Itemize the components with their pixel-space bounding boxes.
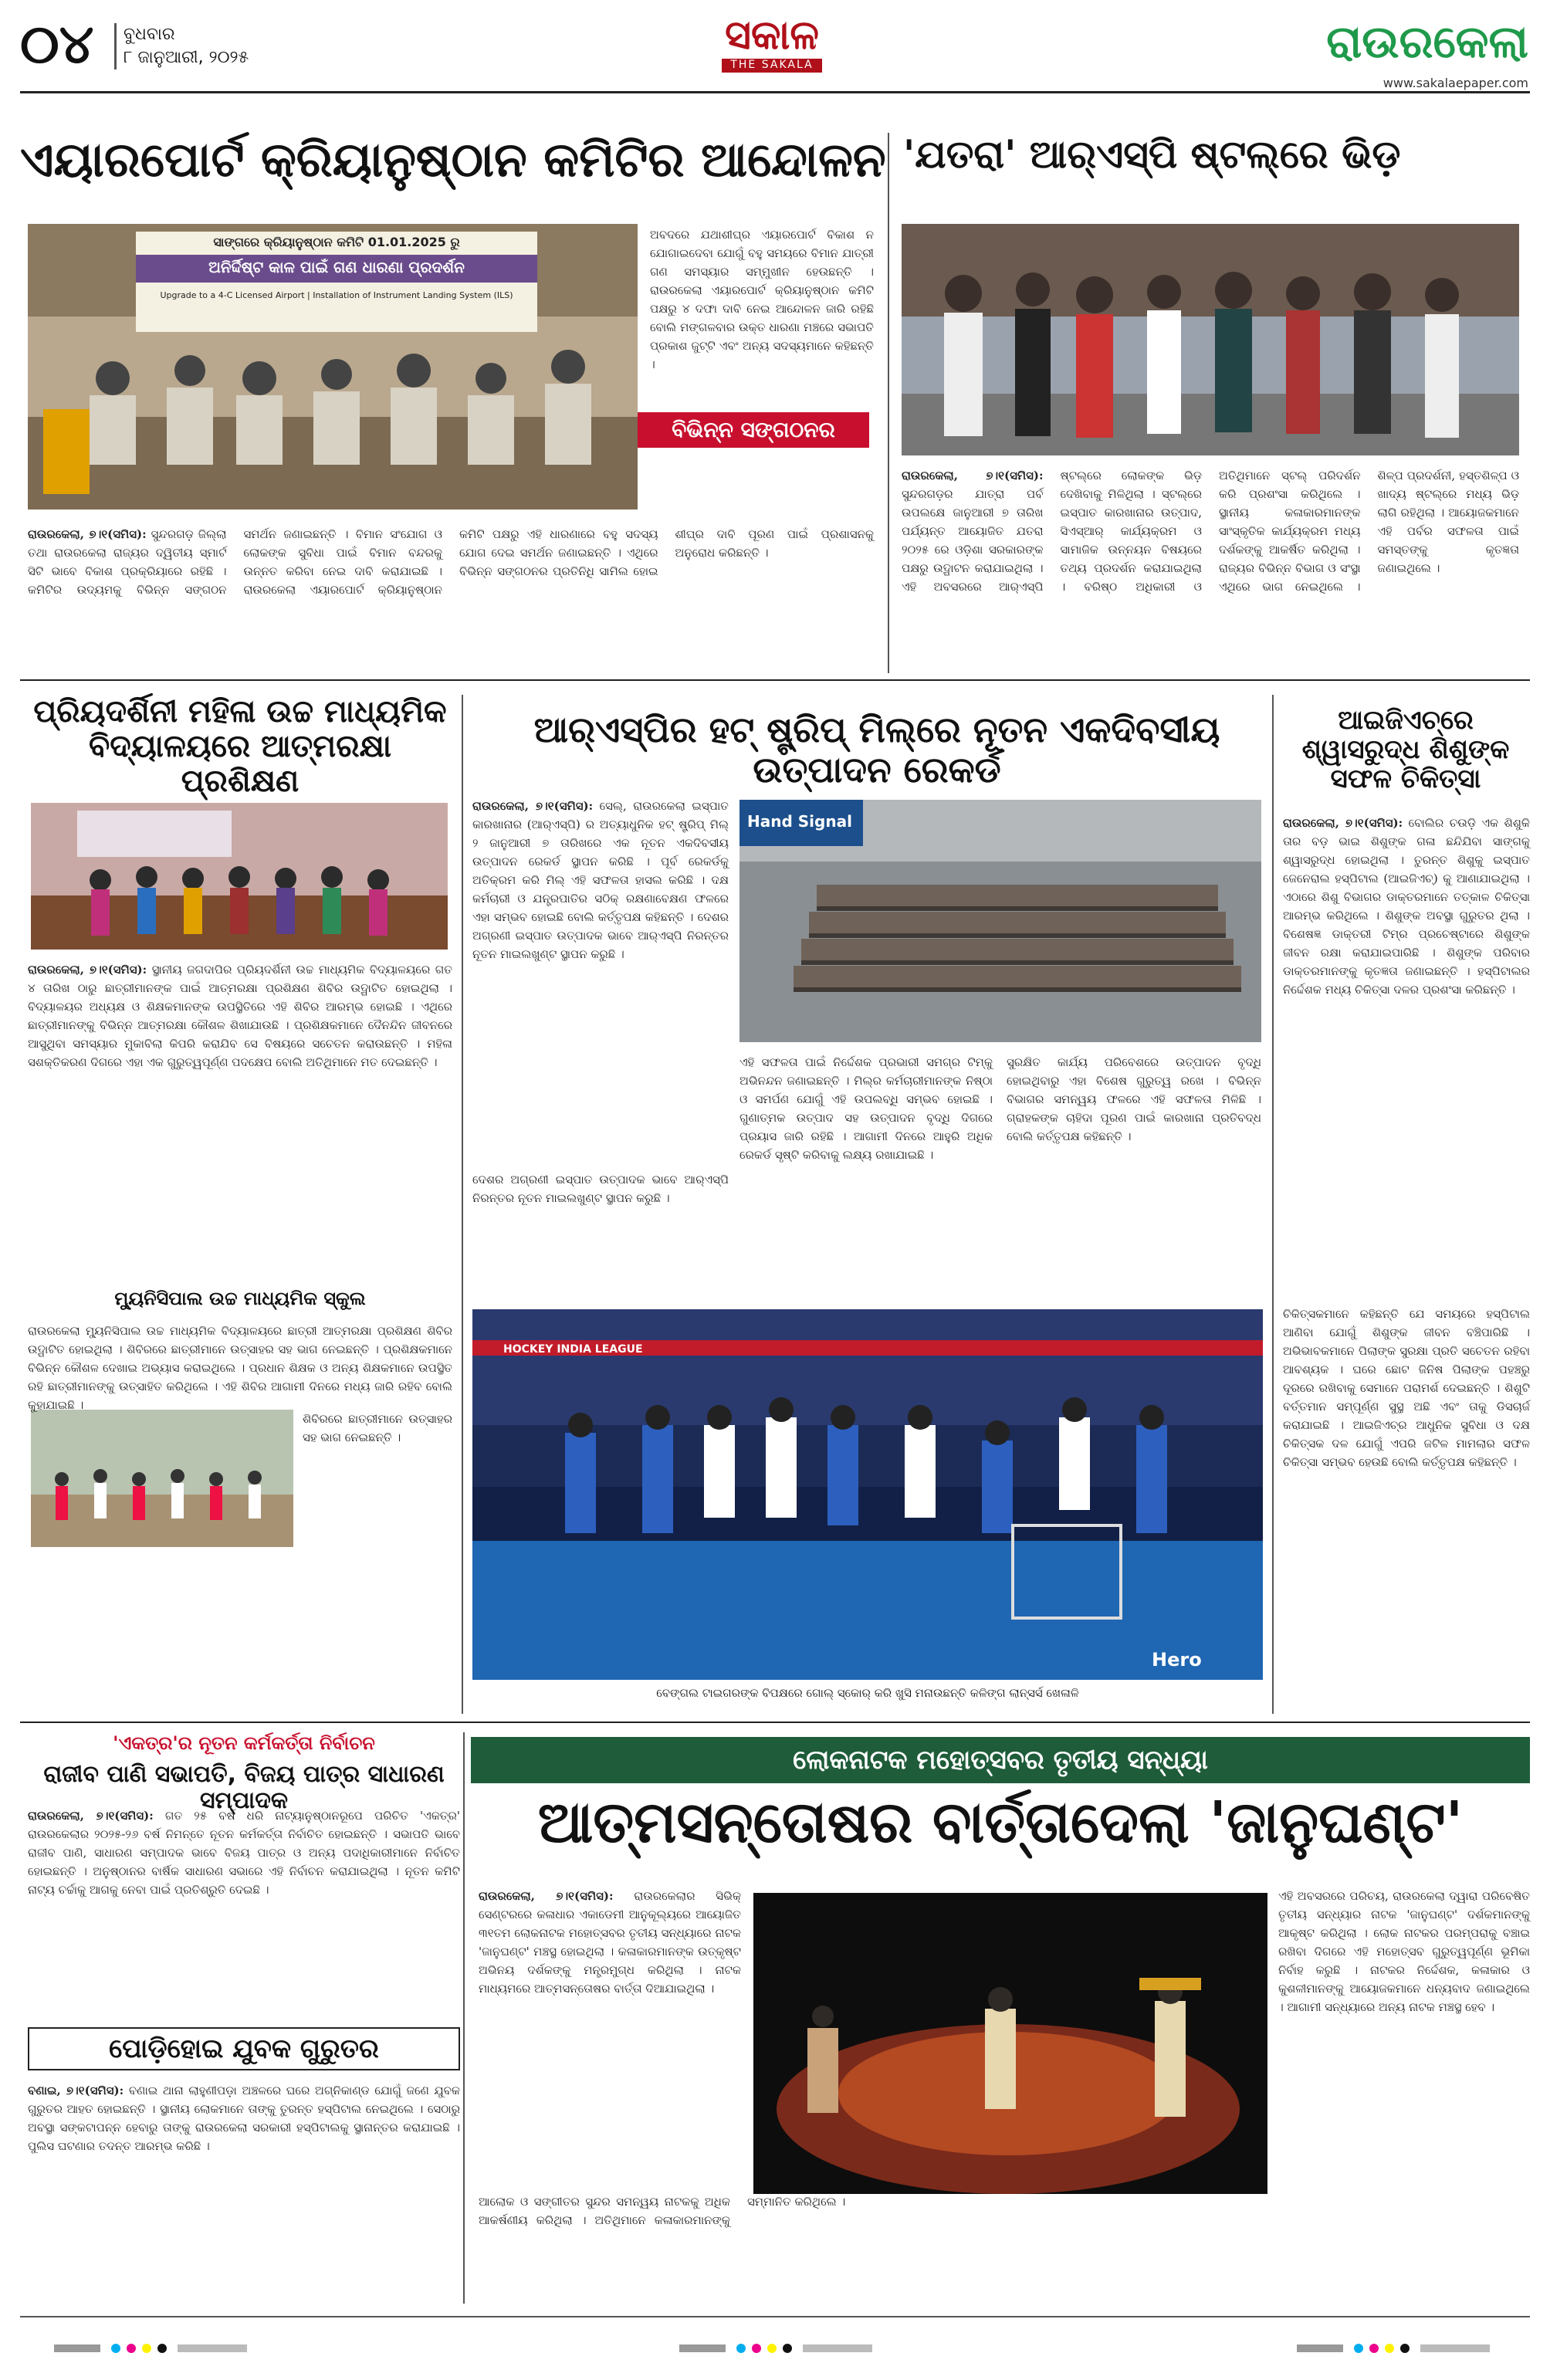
story8-headline: ଆତ୍ମସନ୍ତୋଷର ବାର୍ତ୍ତାଦେଲା 'ଜାନୁଘଣ୍ଟ' xyxy=(537,1789,1464,1856)
section-rule-2 xyxy=(20,1722,1530,1723)
col-divider-bottom xyxy=(463,1732,465,2304)
color-registration-left xyxy=(54,2342,255,2353)
story1-body-right: ଅବଦରେ ଯଥାଶୀଘ୍ର ଏୟାରପୋର୍ଟ ବିକାଶ ନ ଯୋଗାଇଦେବା ଯୋଗୁଁ ବହୁ ସମୟରେ ବିମାନ ଯାତ୍ରୀ ଗଣ ସମସ୍ୟାର ସମ୍ମୁଖୀନ ହେଉଛନ୍ତି । ରାଉରକେଲା ଏୟାରପୋର୍ଟ କ୍ରିୟାନୁଷ୍ଠାନ କମିଟି ପକ୍ଷରୁ ୪ ଦଫା ଦାବି ନେଇ ଆନ୍ଦୋଳନ ଜାରି ରହିଛି ବୋଲି ମଙ୍ଗଳବାର ଉକ୍ତ ଧାରଣା ମଞ୍ଚରେ ସଭାପତି ପ୍ରକାଶ ଜୁଟ୍ଟି ଏବଂ ଅନ୍ୟ ସଦସ୍ୟମାନେ କହିଛନ୍ତି । xyxy=(650,228,874,371)
story4-photo xyxy=(739,800,1261,1042)
footer-rule xyxy=(20,2316,1530,2317)
story2-photo xyxy=(902,224,1519,455)
story8-body-3: ଏହି ଅବସରରେ ପରିଚୟ, ରାଉରକେଲା ଦ୍ୱାରା ପରିବେଷିତ ତୃତୀୟ ସନ୍ଧ୍ୟାର ନାଟକ 'ଜାନୁଘଣ୍ଟ' ଦର୍ଶକମାନଙ୍କୁ ଆକୃଷ୍ଟ କରିଥିଲା । ଲୋକ ନାଟକର ପରମ୍ପରାକୁ ବଞ୍ଚାଇ ରଖିବା ଦିଗରେ ଏହି ମହୋତ୍ସବ ଗୁରୁତ୍ୱପୂର୍ଣ୍ଣ ଭୂମିକା ନିର୍ବାହ କରୁଛି । ନାଟକର ନିର୍ଦ୍ଦେଶକ, କଳାକାର ଓ କୁଶଳୀମାନଙ୍କୁ ଆୟୋଜକମାନେ ଧନ୍ୟବାଦ ଜଣାଇଥିଲେ । ଆଗାମୀ ସନ୍ଧ୍ୟାରେ ଅନ୍ୟ ନାଟକ ମଞ୍ଚସ୍ଥ ହେବ । xyxy=(1278,1889,1530,2014)
story2-headline: 'ଯତରା' ଆର୍‌ଏସ୍‌ପି ଷ୍ଟଲ୍‌ରେ ଭିଡ଼ xyxy=(903,132,1401,177)
color-registration-right xyxy=(1297,2342,1498,2353)
story7-dateline: ବଣାଇ, ୭।୧(ସମିସ): xyxy=(28,2084,124,2097)
story3-photo xyxy=(31,803,448,950)
story6-kicker: 'ଏକତ୍ର'ର ନୂତନ କର୍ମକର୍ତ୍ତା ନିର୍ବାଚନ xyxy=(113,1732,375,1754)
story8-body-text: ରାଉରକେଲାର ସିଭିକ୍ ସେଣ୍ଟରରେ କଳାଧାର ଏକାଡେମୀ ଆନୁକୂଲ୍ୟରେ ଆୟୋଜିତ ୩୧ତମ ଲୋକନାଟକ ମହୋତ୍ସବର ତୃତୀୟ ସନ୍ଧ୍ୟାରେ ନାଟକ 'ଜାନୁଘଣ୍ଟ' ମଞ୍ଚସ୍ଥ ହୋଇଥିଲା । କଳାକାରମାନଙ୍କ ଉତ୍କୃଷ୍ଟ ଅଭିନୟ ଦର୍ଶକଙ୍କୁ ମନ୍ତ୍ରମୁଗ୍ଧ କରିଥିଲା । ନାଟକ ମାଧ୍ୟମରେ ଆତ୍ମସନ୍ତୋଷର ବାର୍ତ୍ତା ଦିଆଯାଇଥିଲା । xyxy=(479,1889,741,1996)
masthead-divider xyxy=(114,23,117,69)
story4-body-4: ଦେଶର ଅଗ୍ରଣୀ ଇସ୍ପାତ ଉତ୍ପାଦକ ଭାବେ ଆର୍‌ଏସ୍‌ପି ନିରନ୍ତର ନୂତନ ମାଇଲଖୁଣ୍ଟ ସ୍ଥାପନ କରୁଛି । xyxy=(472,1173,729,1205)
banner-line-2: ଅନିର୍ଦ୍ଦିଷ୍ଟ କାଳ ପାଇଁ ଗଣ ଧାରଣା ପ୍ରଦର୍ଶନ xyxy=(208,258,465,276)
col-divider-right xyxy=(1272,695,1274,1714)
hockey-photo xyxy=(472,1309,1263,1680)
hand-signal-sign: Hand Signal xyxy=(747,812,852,831)
story6-body-text: ଗତ ୨୫ ବର୍ଷ ଧରି ନାଟ୍ୟାନୁଷ୍ଠାନରୂପେ ପରିଚିତ 'ଏକତ୍ର' ରାଉରକେଲାର ୨୦୨୫-୨୬ ବର୍ଷ ନିମନ୍ତେ ନୂତନ କର୍ମକର୍ତ୍ତା ନିର୍ବାଚିତ ହୋଇଛନ୍ତି । ସଭାପତି ଭାବେ ରାଜୀବ ପାଣି, ସାଧାରଣ ସମ୍ପାଦକ ଭାବେ ବିଜୟ ପାତ୍ର ଓ ଅନ୍ୟ ପଦାଧିକାରୀମାନେ ନିର୍ବାଚିତ ହୋଇଛନ୍ତି । ଅନୁଷ୍ଠାନର ବାର୍ଷିକ ସାଧାରଣ ସଭାରେ ଏହି ନିର୍ବାଚନ କରାଯାଇଥିଲା । ନୂତନ କମିଟି ନାଟ୍ୟ ଚର୍ଚ୍ଚାକୁ ଆଗକୁ ନେବା ପାଇଁ ପ୍ରତିଶ୍ରୁତି ଦେଇଛି । xyxy=(28,1809,460,1897)
color-registration-center xyxy=(679,2342,880,2353)
board-hero: Hero xyxy=(1152,1649,1202,1671)
masthead-rule xyxy=(20,91,1530,93)
story3-body xyxy=(28,960,452,1277)
story3-dateline: ରାଉରକେଲା, ୭।୧(ସମିସ): xyxy=(28,963,147,977)
story1-headline: ଏୟାରପୋର୍ଟ କ୍ରିୟାନୁଷ୍ଠାନ କମିଟିର ଆନ୍ଦୋଳନ xyxy=(20,131,886,188)
hockey-caption: ବେଙ୍ଗଲ ଟାଇଗରଙ୍କ ବିପକ୍ଷରେ ଗୋଲ୍ ସ୍କୋର୍ କରି ଖୁସି ମନାଉଛନ୍ତି କଳିଙ୍ଗ ଲାନ୍ସର୍ସ ଖେଳାଳି xyxy=(656,1686,1079,1700)
brand-subtitle: THE SAKALA xyxy=(722,59,822,73)
story4-body xyxy=(472,797,729,1160)
story3-headline: ପ୍ରିୟଦର୍ଶିନୀ ମହିଳା ଉଚ୍ଚ ମାଧ୍ୟମିକ ବିଦ୍ୟାଳୟରେ ଆତ୍ମରକ୍ଷା ପ୍ରଶିକ୍ଷଣ xyxy=(33,694,447,799)
story2-body-text: ସୁନ୍ଦରଗଡ଼ର ଯାତ୍ରା ପର୍ବ ଉପଲକ୍ଷେ ଜାନୁଆରୀ ୭ ତାରିଖ ପର୍ଯ୍ୟନ୍ତ ଆୟୋଜିତ ଯତରା ୨୦୨୫ ରେ ଓଡ଼ିଶା ସରକାରଙ୍କ ପକ୍ଷରୁ ଉଦ୍ଘାଟନ କରାଯାଇଥିଲା । ଏହି ଅବସରରେ ଆର୍‌ଏସ୍‌ପି ଷ୍ଟଲ୍‌ରେ ଲୋକଙ୍କ ଭିଡ଼ ଦେଖିବାକୁ ମିଳିଥିଲା । ସ୍ଟଲ୍‌ରେ ଇସ୍ପାତ କାରଖାନାର ଉତ୍ପାଦ, ସିଏସ୍‌ଆର୍ କାର୍ଯ୍ୟକ୍ରମ ଓ ସାମାଜିକ ଉନ୍ନୟନ ବିଷୟରେ ତଥ୍ୟ ପ୍ରଦର୍ଶନ କରାଯାଇଥିଲା । ବରିଷ୍ଠ ଅଧିକାରୀ ଓ ଅତିଥିମାନେ ସ୍ଟଲ୍ ପରିଦର୍ଶନ କରି ପ୍ରଶଂସା କରିଥିଲେ । ସ୍ଥାନୀୟ କଳାକାରମାନଙ୍କ ସାଂସ୍କୃତିକ କାର୍ଯ୍ୟକ୍ରମ ମଧ୍ୟ ଦର୍ଶକଙ୍କୁ ଆକର୍ଷିତ କରିଥିଲା । ରାଜ୍ୟର ବିଭିନ୍ନ ବିଭାଗ ଓ ସଂସ୍ଥା ଏଥିରେ ଭାଗ ନେଇଥିଲେ । ଶିଳ୍ପ ପ୍ରଦର୍ଶନୀ, ହସ୍ତଶିଳ୍ପ ଓ ଖାଦ୍ୟ ଷ୍ଟଲ୍‌ରେ ମଧ୍ୟ ଭିଡ଼ ଲାଗି ରହିଥିଲା । ଆୟୋଜକମାନେ ଏହି ପର୍ବର ସଫଳତା ପାଇଁ ସମସ୍ତଙ୍କୁ କୃତଜ୍ଞତା ଜଣାଇଥିଲେ । xyxy=(902,469,1519,594)
story6-headline: ରାଜୀବ ପାଣି ସଭାପତି, ବିଜୟ ପାତ୍ର ସାଧାରଣ ସମ୍ପାଦକ xyxy=(43,1761,445,1814)
story3-photo-2 xyxy=(31,1410,293,1547)
story6-dateline: ରାଉରକେଲା, ୭।୧(ସମିସ): xyxy=(28,1809,154,1823)
story2-dateline: ରାଉରକେଲା, ୭।୧(ସମିସ): xyxy=(902,469,1044,482)
story7-headline: ପୋଡ଼ିହୋଇ ଯୁବକ ଗୁରୁତର xyxy=(28,2027,460,2070)
story5-body-text: ବୋଲିର ଚଉଡ଼ି ଏକ ଶିଶୁକି ତାର ବଡ଼ ଭାଇ ଶିଶୁଙ୍କ ଗଳା ଛନ୍ଦିଯିବା ସାଙ୍ଗକୁ ଶ୍ୱାସରୁଦ୍ଧ ହୋଇଥିଲା । ତୁରନ୍ତ ଶିଶୁକୁ ଇସ୍ପାତ ଜେନେରାଲ ହସ୍ପିଟାଲ (ଆଇଜିଏଚ୍) କୁ ଆଣାଯାଇଥିଲା । ଏଠାରେ ଶିଶୁ ବିଭାଗର ଡାକ୍ତରମାନେ ତତ୍କାଳ ଚିକିତ୍ସା ଆରମ୍ଭ କରିଥିଲେ । ଶିଶୁଙ୍କ ଅବସ୍ଥା ଗୁରୁତର ଥିଲା । ବିଶେଷଜ୍ଞ ଡାକ୍ତରୀ ଟିମ୍‌ର ପ୍ରଚେଷ୍ଟାରେ ଶିଶୁଙ୍କ ଜୀବନ ରକ୍ଷା କରାଯାଇପାରିଛି । ଶିଶୁଙ୍କ ପରିବାର ଡାକ୍ତରମାନଙ୍କୁ କୃତଜ୍ଞତା ଜଣାଇଛନ୍ତି । ହସ୍ପିଟାଲର ନିର୍ଦ୍ଦେଶକ ମଧ୍ୟ ଚିକିତ୍ସା ଦଳର ପ୍ରଶଂସା କରିଛନ୍ତି । xyxy=(1283,816,1530,997)
story8-strip: ଲୋକନାଟକ ମହୋତ୍ସବର ତୃତୀୟ ସନ୍ଧ୍ୟା xyxy=(471,1737,1530,1783)
story4-body-3: ସୁରକ୍ଷିତ କାର୍ଯ୍ୟ ପରିବେଶରେ ଉତ୍ପାଦନ ବୃଦ୍ଧି ହୋଇଥିବାରୁ ଏହା ବିଶେଷ ଗୁରୁତ୍ୱ ରଖେ । ବିଭିନ୍ନ ବିଭାଗର ସମନ୍ୱୟ ଫଳରେ ଏହି ସଫଳତା ମିଳିଛି । ଗ୍ରାହକଙ୍କ ଚାହିଦା ପୂରଣ ପାଇଁ କାରଖାନା ପ୍ରତିବଦ୍ଧ ବୋଲି କର୍ତ୍ତୃପକ୍ଷ କହିଛନ୍ତି । xyxy=(1007,1055,1261,1143)
story5-body xyxy=(1283,814,1530,1292)
banner-line-1: ସାଙ୍ଗରେ କ୍ରିୟାନୁଷ୍ଠାନ କମିଟି 01.01.2025 ରୁ xyxy=(213,235,460,249)
brand-logo: ସକାଳ xyxy=(725,12,819,59)
story4-body-text: ସେଲ୍, ରାଉରକେଲା ଇସ୍ପାତ କାରଖାନାର (ଆର୍‌ଏସ୍‌ପି) ର ଅତ୍ୟାଧୁନିକ ହଟ୍ ଷ୍ଟ୍ରିପ୍ ମିଲ୍ ୨ ଜାନୁଆରୀ ୭ ତାରିଖରେ ଏକ ନୂତନ ଏକଦିବସୀୟ ଉତ୍ପାଦନ ରେକର୍ଡ ସ୍ଥାପନ କରିଛି । ପୂର୍ବ ରେକର୍ଡକୁ ଅତିକ୍ରମ କରି ମିଲ୍ ଏହି ସଫଳତା ହାସଲ କରିଛି । ଦକ୍ଷ କର୍ମଚାରୀ ଓ ଯନ୍ତ୍ରପାତିର ସଠିକ୍ ରକ୍ଷଣାବେକ୍ଷଣ ଫଳରେ ଏହା ସମ୍ଭବ ହୋଇଛି ବୋଲି କର୍ତ୍ତୃପକ୍ଷ କହିଛନ୍ତି । ଦେଶର ଅଗ୍ରଣୀ ଇସ୍ପାତ ଉତ୍ପାଦକ ଭାବେ ଆର୍‌ଏସ୍‌ପି ନିରନ୍ତର ନୂତନ ମାଇଲଖୁଣ୍ଟ ସ୍ଥାପନ କରୁଛି । xyxy=(472,799,729,961)
edition-city: ରାଉରକେଲା xyxy=(1326,15,1528,68)
col-divider-top xyxy=(888,133,889,673)
story2-body xyxy=(902,466,1519,664)
story4-dateline: ରାଉରକେଲା, ୭।୧(ସମିସ): xyxy=(472,799,594,813)
story1-body-text: ସୁନ୍ଦରଗଡ଼ ଜିଲ୍ଲା ତଥା ରାଉରକେଲା ରାଜ୍ୟର ଦ୍ୱିତୀୟ ସ୍ମାର୍ଟ ସିଟି ଭାବେ ବିକାଶ ପ୍ରକ୍ରିୟାରେ ରହିଛି । କମିଟିର ଉଦ୍ୟମକୁ ବିଭିନ୍ନ ସଙ୍ଗଠନ ସମର୍ଥନ ଜଣାଇଛନ୍ତି । ବିମାନ ସଂଯୋଗ ଓ ଲୋକଙ୍କ ସୁବିଧା ପାଇଁ ବିମାନ ବନ୍ଦରକୁ ଉନ୍ନତ କରିବା ନେଇ ଦାବି କରାଯାଇଛି । ରାଉରକେଲା ଏୟାରପୋର୍ଟ କ୍ରିୟାନୁଷ୍ଠାନ କମିଟି ପକ୍ଷରୁ ଏହି ଧାରଣାରେ ବହୁ ସଦସ୍ୟ ଯୋଗ ଦେଇ ସମର୍ଥନ ଜଣାଇଛନ୍ତି । ଏଥିରେ ବିଭିନ୍ନ ସଙ୍ଗଠନର ପ୍ରତିନିଧି ସାମିଲ ହୋଇ ଶୀଘ୍ର ଦାବି ପୂରଣ ପାଇଁ ପ୍ରଶାସନକୁ ଅନୁରୋଧ କରିଛନ୍ତି । xyxy=(28,527,874,597)
story5-headline: ଆଇଜିଏଚ୍‌ରେ ଶ୍ୱାସରୁଦ୍ଧ ଶିଶୁଙ୍କ ସଫଳ ଚିକିତ୍ସା xyxy=(1301,705,1510,795)
page-number: ୦୪ xyxy=(20,12,94,76)
story3-sub-body: ରାଉରକେଲା ମ୍ୟୁନିସିପାଲ ଉଚ୍ଚ ମାଧ୍ୟମିକ ବିଦ୍ୟାଳୟରେ ଛାତ୍ରୀ ଆତ୍ମରକ୍ଷା ପ୍ରଶିକ୍ଷଣ ଶିବିର ଉଦ୍ଘାଟିତ ହୋଇଥିଲା । ଶିବିରରେ ଛାତ୍ରୀମାନେ ଉତ୍ସାହର ସହ ଭାଗ ନେଇଛନ୍ତି । ପ୍ରଶିକ୍ଷକମାନେ ବିଭିନ୍ନ କୌଶଳ ଦେଖାଇ ଅଭ୍ୟାସ କରାଇଥିଲେ । ପ୍ରଧାନ ଶିକ୍ଷକ ଓ ଅନ୍ୟ ଶିକ୍ଷକମାନେ ଉପସ୍ଥିତ ରହି ଛାତ୍ରୀମାନଙ୍କୁ ଉତ୍ସାହିତ କରିଥିଲେ । ଏହି ଶିବିର ଆଗାମୀ ଦିନରେ ମଧ୍ୟ ଜାରି ରହିବ ବୋଲି କୁହାଯାଇଛି । xyxy=(28,1324,452,1412)
story1-body-bottom xyxy=(28,525,874,664)
story8-body-2: ଆଲୋକ ଓ ସଙ୍ଗୀତର ସୁନ୍ଦର ସମନ୍ୱୟ ନାଟକକୁ ଅଧିକ ଆକର୍ଷଣୀୟ କରିଥିଲା । ଅତିଥିମାନେ କଳାକାରମାନଙ୍କୁ ସମ୍ମାନିତ କରିଥିଲେ । xyxy=(479,2195,846,2227)
story3-subhead: ମ୍ୟୁନିସିପାଲ ଉଚ୍ଚ ମାଧ୍ୟମିକ ସ୍କୁଲ xyxy=(114,1288,366,1309)
story1-photo-tag: ବିଭିନ୍ନ ସଙ୍ଗଠନର ସମର୍ଥନ xyxy=(638,412,869,448)
story6-body xyxy=(28,1806,460,2019)
story5-dateline: ରାଉରକେଲା, ୭।୧(ସମିସ): xyxy=(1283,816,1403,830)
story1-dateline: ରାଉରକେଲା, ୭।୧(ସମିସ): xyxy=(28,527,147,541)
banner-line-3: Upgrade to a 4-C Licensed Airport | Installation of Instrument Landing System (ILS) xyxy=(160,290,513,300)
story7-body-text: ବଣାଇ ଥାନା ଲାହୁଣୀପଡ଼ା ଅଞ୍ଚଳରେ ଘରେ ଅଗ୍ନିକାଣ୍ଡ ଯୋଗୁଁ ଜଣେ ଯୁବକ ଗୁରୁତର ଆହତ ହୋଇଛନ୍ତି । ସ୍ଥାନୀୟ ଲୋକମାନେ ତାଙ୍କୁ ତୁରନ୍ତ ହସ୍ପିଟାଲ ନେଇଥିଲେ । ସେଠାରୁ ଅବସ୍ଥା ସଙ୍କଟାପନ୍ନ ହେବାରୁ ତାଙ୍କୁ ରାଉରକେଲା ସରକାରୀ ହସ୍ପିଟାଲକୁ ସ୍ଥାନାନ୍ତର କରାଯାଇଛି । ପୁଲିସ ଘଟଣାର ତଦନ୍ତ ଆରମ୍ଭ କରିଛି । xyxy=(28,2084,460,2153)
story8-dateline: ରାଉରକେଲା, ୭।୧(ସମିସ): xyxy=(479,1889,614,1903)
masthead-day: ବୁଧବାର xyxy=(124,25,175,44)
story8-photo xyxy=(753,1893,1267,2194)
board-hil: HOCKEY INDIA LEAGUE xyxy=(503,1343,643,1356)
story3-body-text: ସ୍ଥାନୀୟ ଜଗଦାପିର ପ୍ରିୟଦର୍ଶିନୀ ଉଚ୍ଚ ମାଧ୍ୟମିକ ବିଦ୍ୟାଳୟରେ ଗତ ୪ ତାରିଖ ଠାରୁ ଛାତ୍ରୀମାନଙ୍କ ପାଇଁ ଆତ୍ମରକ୍ଷା ପ୍ରଶିକ୍ଷଣ ଶିବିର ଉଦ୍ଘାଟିତ ହୋଇଥିଲା । ବିଦ୍ୟାଳୟର ଅଧ୍ୟକ୍ଷ ଓ ଶିକ୍ଷକମାନଙ୍କ ଉପସ୍ଥିତିରେ ଏହି ଶିବିର ଆରମ୍ଭ ହୋଇଛି । ଏଥିରେ ଛାତ୍ରୀମାନଙ୍କୁ ବିଭିନ୍ନ ଆତ୍ମରକ୍ଷା କୌଶଳ ଶିଖାଯାଉଛି । ପ୍ରଶିକ୍ଷକମାନେ ଦୈନନ୍ଦିନ ଜୀବନରେ ଆସୁଥିବା ସମସ୍ୟାର ମୁକାବିଲା କିପରି କରାଯିବ ସେ ବିଷୟରେ ସଚେତନ କରାଉଛନ୍ତି । ମହିଳା ସଶକ୍ତିକରଣ ଦିଗରେ ଏହା ଏକ ଗୁରୁତ୍ୱପୂର୍ଣ୍ଣ ପଦକ୍ଷେପ ବୋଲି ଅତିଥିମାନେ ମତ ଦେଇଛନ୍ତି । xyxy=(28,963,452,1069)
story8-body xyxy=(479,1887,741,2180)
col-divider-left xyxy=(462,695,463,1714)
section-rule-1 xyxy=(20,679,1530,681)
story3-sub-body-cont: ଶିବିରରେ ଛାତ୍ରୀମାନେ ଉତ୍ସାହର ସହ ଭାଗ ନେଇଛନ୍ତି । xyxy=(303,1412,452,1444)
story7-body xyxy=(28,2081,460,2305)
masthead-date: ୮ ଜାନୁଆରୀ, ୨୦୨୫ xyxy=(124,48,249,67)
story4-headline: ଆର୍‌ଏସ୍‌ପିର ହଟ୍ ଷ୍ଟ୍ରିପ୍ ମିଲ୍‌ରେ ନୂତନ ଏକଦିବସୀୟ ଉତ୍ପାଦନ ରେକର୍ଡ xyxy=(533,709,1220,791)
story5-body-2: ଚିକିତ୍ସକମାନେ କହିଛନ୍ତି ଯେ ସମୟରେ ହସ୍ପିଟାଲ ଆଣିବା ଯୋଗୁଁ ଶିଶୁଙ୍କ ଜୀବନ ବଞ୍ଚିପାରିଛି । ଅଭିଭାବକମାନେ ପିଲାଙ୍କ ସୁରକ୍ଷା ପ୍ରତି ସଚେତନ ରହିବା ଆବଶ୍ୟକ । ଘରେ ଛୋଟ ଜିନିଷ ପିଲାଙ୍କ ପହଞ୍ଚରୁ ଦୂରରେ ରଖିବାକୁ ସେମାନେ ପରାମର୍ଶ ଦେଇଛନ୍ତି । ଶିଶୁଟି ବର୍ତ୍ତମାନ ସମ୍ପୂର୍ଣ୍ଣ ସୁସ୍ଥ ଅଛି ଏବଂ ତାକୁ ଡିସଚାର୍ଜ କରାଯାଇଛି । ଆଇଜିଏଚ୍‌ର ଆଧୁନିକ ସୁବିଧା ଓ ଦକ୍ଷ ଚିକିତ୍ସକ ଦଳ ଯୋଗୁଁ ଏପରି ଜଟିଳ ମାମଲାର ସଫଳ ଚିକିତ୍ସା ସମ୍ଭବ ହେଉଛି ବୋଲି କର୍ତ୍ତୃପକ୍ଷ କହିଛନ୍ତି । xyxy=(1283,1307,1530,1469)
epaper-url[interactable]: www.sakalaepaper.com xyxy=(1382,76,1528,90)
story4-body-2: ଏହି ସଫଳତା ପାଇଁ ନିର୍ଦ୍ଦେଶକ ପ୍ରଭାରୀ ସମଗ୍ର ଟିମ୍‌କୁ ଅଭିନନ୍ଦନ ଜଣାଇଛନ୍ତି । ମିଲ୍‌ର କର୍ମଚାରୀମାନଙ୍କ ନିଷ୍ଠା ଓ ସମର୍ପଣ ଯୋଗୁଁ ଏହି ଉପଲବ୍ଧି ସମ୍ଭବ ହୋଇଛି । ଗୁଣାତ୍ମକ ଉତ୍ପାଦ ସହ ଉତ୍ପାଦନ ବୃଦ୍ଧି ଦିଗରେ ପ୍ରୟାସ ଜାରି ରହିଛି । ଆଗାମୀ ଦିନରେ ଆହୁରି ଅଧିକ ରେକର୍ଡ ସୃଷ୍ଟି କରିବାକୁ ଲକ୍ଷ୍ୟ ରଖାଯାଇଛି । xyxy=(739,1055,993,1162)
story1-photo xyxy=(28,224,638,510)
